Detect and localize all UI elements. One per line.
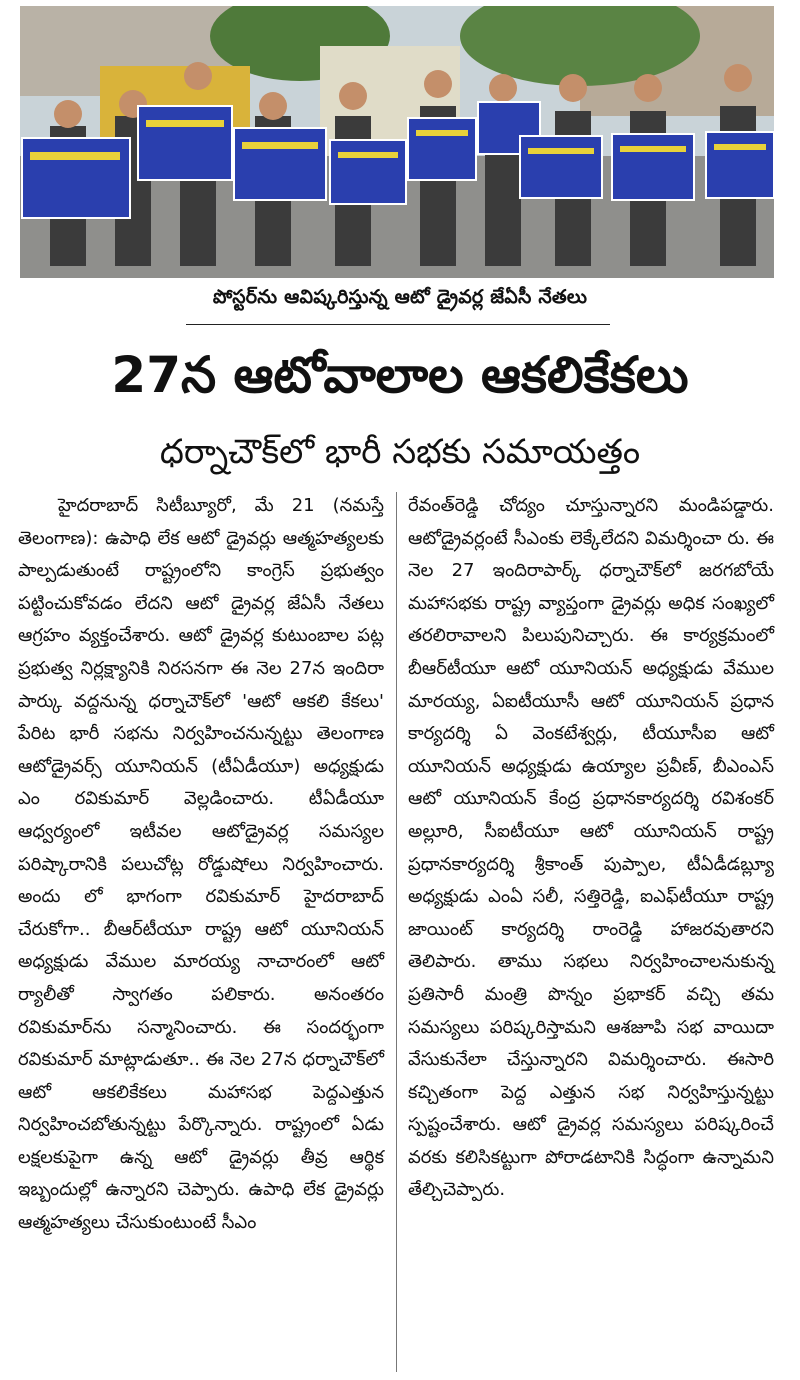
caption-rule <box>186 324 610 325</box>
news-photo <box>20 6 774 278</box>
photo-caption: పోస్టర్‌ను ఆవిష్కరిస్తున్న ఆటో డ్రైవర్ల జేఏసీ నేతలు <box>212 286 588 308</box>
article-column-left <box>18 490 384 1240</box>
column-divider <box>396 492 397 1372</box>
protest-photo-illustration <box>20 6 774 278</box>
article-text-left: హైదరాబాద్ సిటీబ్యూరో, మే 21 (నమస్తే తెలంగాణ): ఉపాధి లేక ఆటో డ్రైవర్లు ఆత్మహత్యలకు పాల్పడుతుంటే రాష్ట్రంలోని కాంగ్రెస్ ప్రభుత్వం పట్టించుకోవడం లేదని ఆటో డ్రైవర్ల జేఏసీ నేతలు ఆగ్రహం వ్యక్తంచేశారు. ఆటో డ్రైవర్ల కుటుంబాల పట్ల ప్రభుత్వ నిర్లక్ష్యానికి నిరసనగా ఈ నెల 27న ఇందిరా పార్కు వద్దనున్న ధర్నాచౌక్‌లో 'ఆటో ఆకలి కేకలు' పేరిట భారీ సభను నిర్వహించనున్నట్టు తెలంగాణ ఆటోడ్రైవర్స్ యూనియన్ (టీఏడీయూ) అధ్యక్షుడు ఎం రవికుమార్ వెల్లడించారు. టీఏడీయూ ఆధ్వర్యంలో ఇటీవల ఆటోడ్రైవర్ల సమస్యల పరిష్కారానికి పలుచోట్ల రోడ్డుషోలు నిర్వహించారు. అందు లో భాగంగా రవికుమార్ హైదరాబాద్ చేరుకోగా.. బీఆర్‌టీయూ రాష్ట్ర ఆటో యూనియన్ అధ్యక్షుడు వేముల మారయ్య నాచారంలో ఆటో ర్యాలీతో స్వాగతం పలికారు. అనంతరం రవికుమార్‌ను సన్మానించారు. ఈ సందర్భంగా రవికుమార్ మాట్లాడుతూ.. ఈ నెల 27న ధర్నాచౌక్‌లో ఆటో ఆకలికేకలు మహాసభ పెద్దఎత్తున నిర్వహించబోతున్నట్టు పేర్కొన్నారు. రాష్ట్రంలో ఏడు లక్షలకుపైగా ఉన్న ఆటో డ్రైవర్లు తీవ్ర ఆర్థిక ఇబ్బందుల్లో ఉన్నారని చెప్పారు. ఉపాధి లేక డ్రైవర్లు ఆత్మహత్యలు చేసుకుంటుంటే సీఎం <box>18 495 384 1234</box>
headline: 27న ఆటోవాలాల ఆకలికేకలు <box>111 346 689 404</box>
subheadline: ధర్నాచౌక్‌లో భారీ సభకు సమాయత్తం <box>159 432 641 472</box>
article-column-right <box>408 490 774 1207</box>
article-text-right: రేవంత్‌రెడ్డి చోద్యం చూస్తున్నారని మండిపడ్డారు. ఆటోడ్రైవర్లంటే సీఎంకు లెక్కేలేదని విమర్శించా రు. ఈ నెల 27 ఇందిరాపార్క్ ధర్నాచౌక్‌లో జరగబోయే మహాసభకు రాష్ట్ర వ్యాప్తంగా డ్రైవర్లు అధిక సంఖ్యలో తరలిరావాలని పిలుపునిచ్చారు. ఈ కార్యక్రమంలో బీఆర్‌టీయూ ఆటో యూనియన్ అధ్యక్షుడు వేముల మారయ్య, ఏఐటీయూసీ ఆటో యూనియన్ ప్రధాన కార్యదర్శి ఏ వెంకటేశ్వర్లు, టీయూసీఐ ఆటో యూనియన్ అధ్యక్షుడు ఉయ్యాల ప్రవీణ్, బీఎంఎస్ ఆటో యూనియన్ కేంద్ర ప్రధానకార్యదర్శి రవిశంకర్ అల్లూరి, సీఐటీయూ ఆటో యూనియన్ రాష్ట్ర ప్రధానకార్యదర్శి శ్రీకాంత్ పుప్పాల, టీఏడీడబ్ల్యూ అధ్యక్షుడు ఎంఏ సలీ, సత్తిరెడ్డి, ఐఎఫ్‌టీయూ రాష్ట్ర జాయింట్ కార్యదర్శి రాంరెడ్డి హాజరవుతారని తెలిపారు. తాము సభలు నిర్వహించాలనుకున్న ప్రతిసారీ మంత్రి పొన్నం ప్రభాకర్ వచ్చి తమ సమస్యలు పరిష్కరిస్తామని ఆశజూపి సభ వాయిదా వేసుకునేలా చేస్తున్నారని విమర్శించారు. ఈసారి కచ్చితంగా పెద్ద ఎత్తున సభ నిర్వహిస్తున్నట్టు స్పష్టంచేశారు. ఆటో డ్రైవర్ల సమస్యలు పరిష్కరించే వరకు కలిసికట్టుగా పోరాడటానికి సిద్ధంగా ఉన్నామని తేల్చిచెప్పారు. <box>408 495 774 1201</box>
